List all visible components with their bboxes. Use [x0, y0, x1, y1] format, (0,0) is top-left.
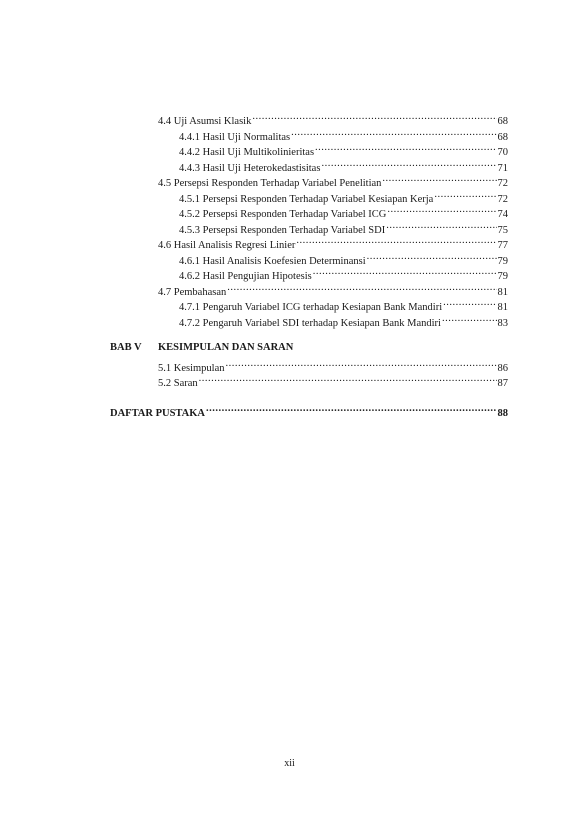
- chapter-title[interactable]: KESIMPULAN DAN SARAN: [158, 342, 294, 353]
- toc-entry-page: 68: [497, 131, 508, 143]
- dot-leader: [199, 372, 497, 386]
- toc-entry-page: 71: [497, 162, 508, 174]
- toc-entry-page: 86: [497, 362, 508, 374]
- toc-entry[interactable]: [179, 157, 508, 174]
- toc-entry-title: 4.4.1 Hasil Uji Normalitas: [179, 131, 291, 143]
- toc-entry[interactable]: [179, 188, 508, 205]
- dot-leader: [387, 203, 496, 217]
- toc-entry-bibliography[interactable]: [110, 402, 508, 419]
- toc-entry-page: 77: [497, 240, 508, 251]
- toc-entry[interactable]: [179, 141, 508, 158]
- toc-entry[interactable]: [158, 234, 508, 251]
- dot-leader: [291, 126, 496, 140]
- toc-entry[interactable]: [179, 265, 508, 282]
- toc-entry-page: 88: [497, 408, 508, 419]
- toc-entry[interactable]: [158, 281, 508, 298]
- toc-entry-page: 75: [497, 224, 508, 236]
- toc-entry-page: 79: [497, 271, 508, 282]
- toc-entry-page: 70: [497, 147, 508, 158]
- toc-entry-page: 79: [497, 255, 508, 267]
- toc-entry-title: 4.6 Hasil Analisis Regresi Linier: [158, 240, 296, 251]
- toc-entry[interactable]: [179, 296, 508, 313]
- toc-entry-title: 4.6.1 Hasil Analisis Koefesien Determinansi: [179, 255, 366, 267]
- toc-entry-title: 4.5.3 Persepsi Responden Terhadap Variabel SDI: [179, 224, 386, 236]
- toc-entry-title: 4.4 Uji Asumsi Klasik: [158, 116, 252, 127]
- toc-entry-title: 4.6.2 Hasil Pengujian Hipotesis: [179, 271, 312, 282]
- toc-entry[interactable]: [179, 126, 508, 143]
- dot-leader: [226, 357, 497, 371]
- dot-leader: [382, 172, 496, 186]
- dot-leader: [313, 265, 497, 279]
- toc-entry-title: 4.5.1 Persepsi Responden Terhadap Variabel Kesiapan Kerja: [179, 193, 434, 205]
- dot-leader: [206, 402, 497, 416]
- dot-leader: [227, 281, 496, 295]
- toc-entry-title: 5.1 Kesimpulan: [158, 362, 225, 374]
- toc-entry-page: 74: [497, 209, 508, 220]
- page-number: xii: [284, 758, 295, 769]
- toc-entry-title: 4.5.2 Persepsi Responden Terhadap Variabel ICG: [179, 209, 387, 220]
- toc-entry-page: 72: [497, 178, 508, 189]
- chapter-label: BAB V: [110, 342, 142, 353]
- toc-entry-title: 4.7.1 Pengaruh Variabel ICG terhadap Kesiapan Bank Mandiri: [179, 302, 443, 313]
- toc-entry-title: 4.5 Persepsi Responden Terhadap Variabel Penelitian: [158, 178, 382, 189]
- toc-entry[interactable]: [179, 312, 508, 329]
- toc-entry-title: 4.7.2 Pengaruh Variabel SDI terhadap Kesiapan Bank Mandiri: [179, 317, 441, 329]
- toc-entry-title: DAFTAR PUSTAKA: [110, 408, 205, 419]
- toc-entry-title: 4.7 Pembahasan: [158, 286, 227, 298]
- toc-entry[interactable]: [158, 357, 508, 374]
- toc-entry-page: 72: [497, 193, 508, 205]
- toc-entry[interactable]: [158, 110, 508, 127]
- toc-entry[interactable]: [158, 372, 508, 389]
- toc-entry[interactable]: [179, 219, 508, 236]
- toc-entry[interactable]: [158, 172, 508, 189]
- toc-entry-page: 68: [497, 116, 508, 127]
- dot-leader: [321, 157, 496, 171]
- toc-entry-page: 81: [497, 286, 508, 298]
- toc-entry-page: 87: [497, 378, 508, 389]
- dot-leader: [367, 250, 497, 264]
- toc-entry[interactable]: [179, 203, 508, 220]
- dot-leader: [315, 141, 496, 155]
- dot-leader: [442, 312, 497, 326]
- dot-leader: [386, 219, 496, 233]
- dot-leader: [252, 110, 496, 124]
- toc-entry-title: 4.4.2 Hasil Uji Multikolinieritas: [179, 147, 315, 158]
- toc-entry-title: 4.4.3 Hasil Uji Heterokedastisitas: [179, 162, 321, 174]
- dot-leader: [434, 188, 496, 202]
- dot-leader: [296, 234, 496, 248]
- toc-entry-page: 81: [497, 302, 508, 313]
- toc-entry-page: 83: [497, 317, 508, 329]
- dot-leader: [443, 296, 496, 310]
- toc-entry[interactable]: [179, 250, 508, 267]
- toc-entry-title: 5.2 Saran: [158, 378, 198, 389]
